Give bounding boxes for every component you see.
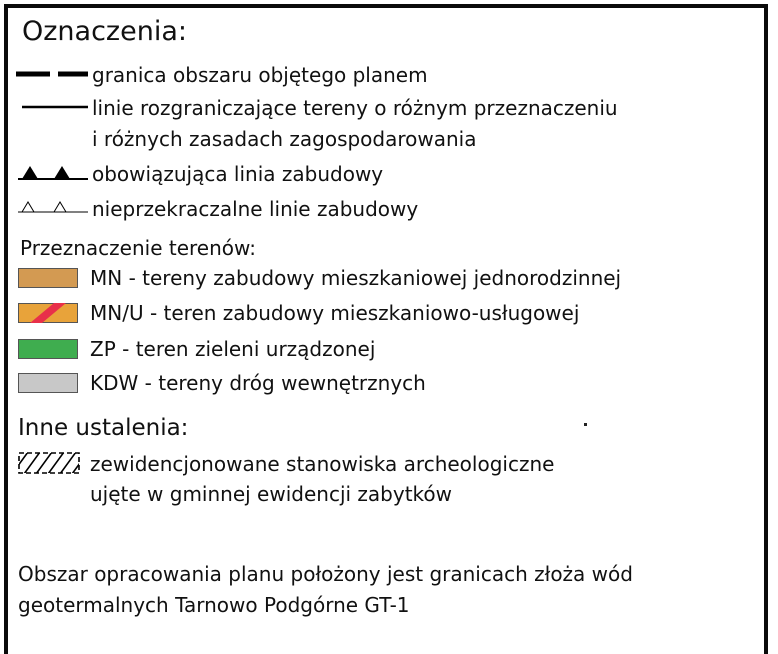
dashed-boundary-line-icon (14, 64, 90, 84)
dot-mark (584, 423, 587, 426)
hollow-triangle-line-icon (14, 194, 90, 218)
note-line-1: Obszar opracowania planu położony jest granicach złoża wód (18, 562, 633, 586)
swatch-mnu (18, 303, 78, 323)
other-item-archaeology-cont: ujęte w gminnej ewidencji zabytków (90, 482, 453, 506)
swatch-zp (18, 339, 78, 359)
legend-item-limit-building-line: nieprzekraczalne linie zabudowy (92, 197, 419, 221)
filled-triangle-line-icon (14, 159, 90, 183)
land-use-item-mn: MN - tereny zabudowy mieszkaniowej jednorodzinnej (90, 266, 622, 290)
other-heading: Inne ustalenia: (18, 415, 189, 441)
legend-item-mandatory-building-line: obowiązująca linia zabudowy (92, 162, 384, 186)
legend-item-boundary: granica obszaru objętego planem (92, 63, 428, 87)
legend-item-dividing-lines-cont: i różnych zasadach zagospodarowania (92, 127, 477, 151)
legend-title: Oznaczenia: (22, 16, 187, 47)
swatch-mn (18, 268, 78, 288)
solid-line-icon (14, 97, 90, 117)
land-use-item-zp: ZP - teren zieleni urządzonej (90, 337, 376, 361)
swatch-kdw (18, 373, 78, 393)
hatched-archaeology-icon (18, 452, 80, 474)
land-use-item-mnu: MN/U - teren zabudowy mieszkaniowo-usługowej (90, 301, 580, 325)
land-use-item-kdw: KDW - tereny dróg wewnętrznych (90, 371, 426, 395)
other-item-archaeology: zewidencjonowane stanowiska archeologiczne (90, 452, 555, 476)
note-line-2: geotermalnych Tarnowo Podgórne GT-1 (18, 593, 410, 617)
legend-item-dividing-lines: linie rozgraniczające tereny o różnym przeznaczeniu (92, 96, 618, 120)
land-use-heading: Przeznaczenie terenów: (20, 236, 257, 260)
